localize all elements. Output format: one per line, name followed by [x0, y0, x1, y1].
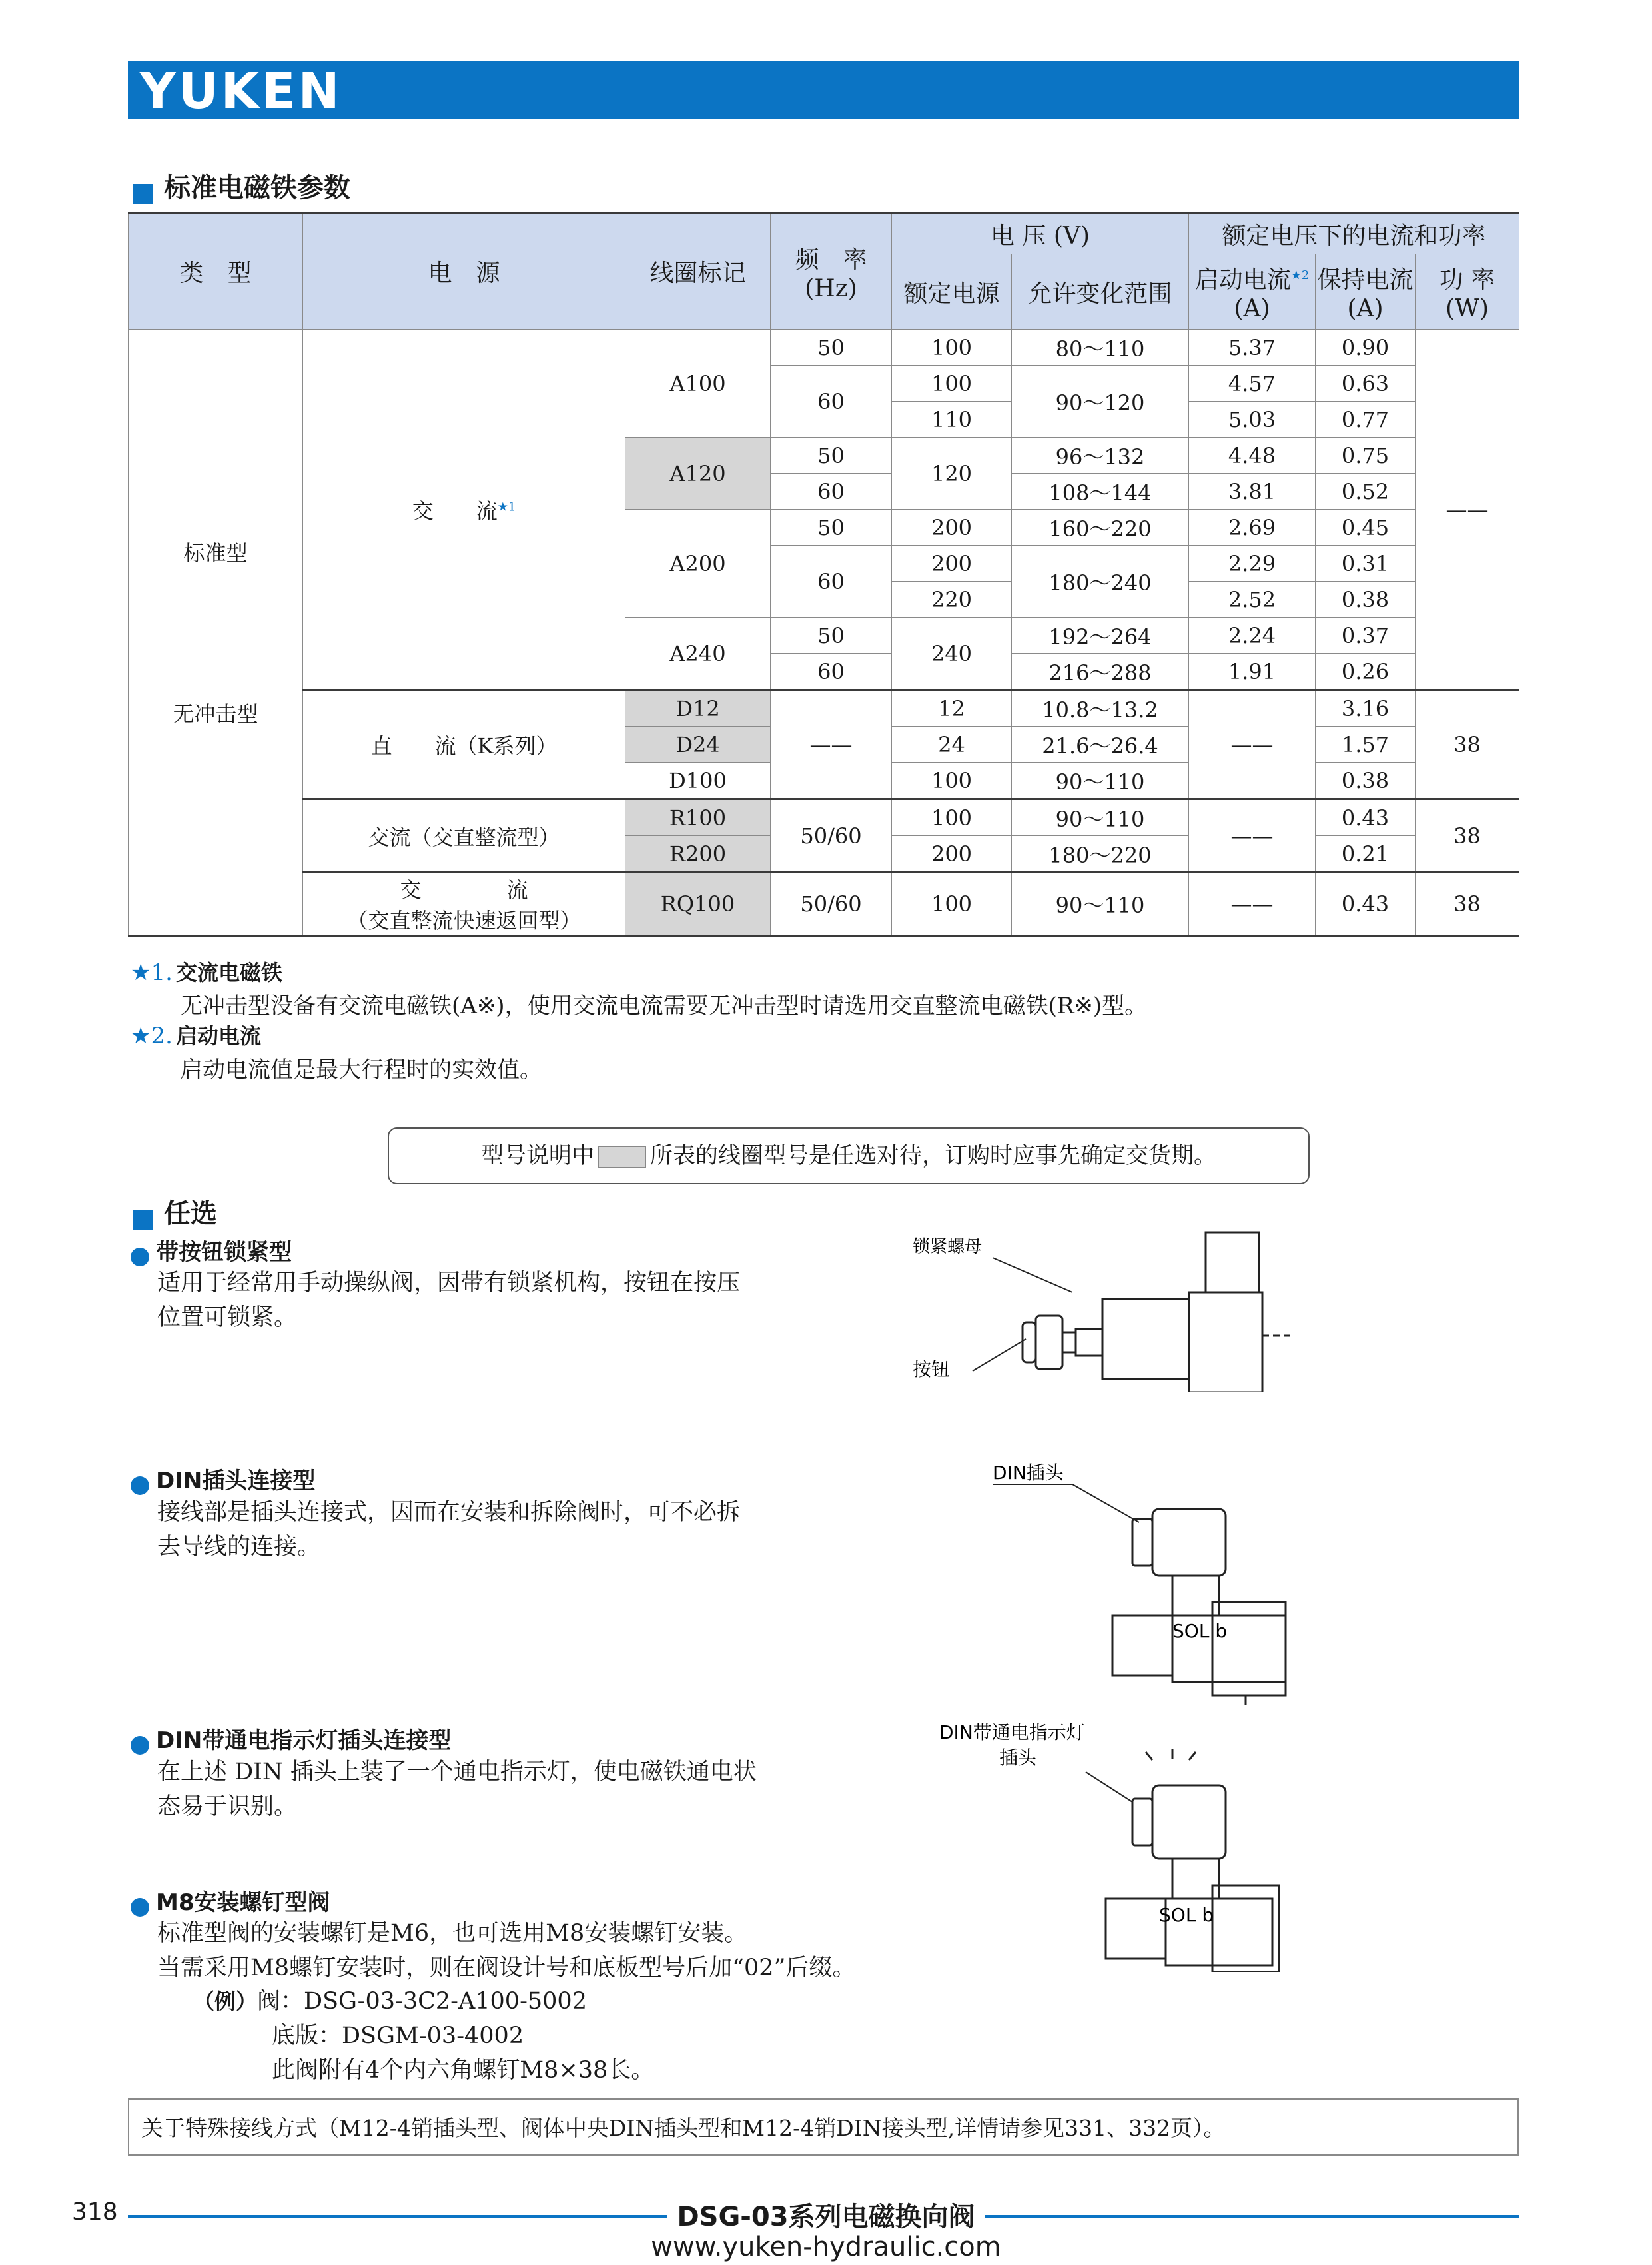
table-cell: 200 — [892, 836, 1012, 873]
header-voltage-range: 允许变化范围 — [1012, 254, 1189, 330]
table-cell: 100 — [892, 799, 1012, 836]
table-cell: 160～220 — [1012, 510, 1189, 546]
table-cell: 180～220 — [1012, 836, 1189, 873]
table-row — [129, 330, 1519, 366]
table-cell: 80～110 — [1012, 330, 1189, 366]
coil-cell: D100 — [625, 763, 771, 799]
table-cell: 21.6～26.4 — [1012, 727, 1189, 763]
table-cell: 0.52 — [1316, 474, 1416, 510]
special-wiring-note: 关于特殊接线方式（M12-4销插头型、阀体中央DIN插头型和M12-4销DIN接头型,详情请参见331、332页）。 — [128, 2098, 1519, 2156]
option-4-example: （例）阀：DSG-03-3C2-A100-5002 底版：DSGM-03-4002 此阀附有4个内六角螺钉M8×38长。 — [193, 1988, 655, 2084]
table-cell: 2.52 — [1189, 582, 1316, 618]
table-cell: 50/60 — [771, 799, 892, 873]
table-cell: 50 — [771, 510, 892, 546]
bullet-dot-icon — [131, 1898, 149, 1917]
table-cell: 2.69 — [1189, 510, 1316, 546]
table-cell: 0.26 — [1316, 654, 1416, 690]
table-cell: 90～120 — [1012, 366, 1189, 438]
table-cell: 60 — [771, 654, 892, 690]
table-cell: 2.29 — [1189, 546, 1316, 582]
table-cell: 12 — [892, 690, 1012, 727]
table-cell: —— — [1189, 690, 1316, 799]
din-plug-diagram — [979, 1452, 1326, 1705]
header-frequency: 频 率 (Hz) — [771, 214, 892, 330]
label-lock-nut: 锁紧螺母 — [913, 1237, 983, 1257]
label-din-lamp: DIN带通电指示灯 — [939, 1721, 1085, 1743]
coil-cell: A120 — [625, 438, 771, 510]
type-cell: 标准型 无冲击型 — [129, 330, 303, 936]
table-cell: —— — [1189, 873, 1316, 936]
bullet-dot-icon — [131, 1476, 149, 1495]
coil-cell: A100 — [625, 330, 771, 438]
header-current-power: 额定电压下的电流和功率 — [1189, 214, 1519, 254]
table-cell: 0.37 — [1316, 618, 1416, 654]
option-2-text: 接线部是插头连接式，因而在安装和拆除阀时，可不必拆 去导线的连接。 — [157, 1499, 741, 1560]
header-holding-current: 保持电流 (A) — [1316, 254, 1416, 330]
solenoid-spec-table — [128, 213, 1519, 937]
table-cell: —— — [1416, 330, 1519, 690]
footer-url[interactable]: www.yuken-hydraulic.com — [651, 2232, 1001, 2262]
table-cell: 4.57 — [1189, 366, 1316, 402]
table-cell: 0.63 — [1316, 366, 1416, 402]
table-top-rule — [128, 212, 1519, 214]
table-cell: 0.21 — [1316, 836, 1416, 873]
table-cell: 0.45 — [1316, 510, 1416, 546]
header-coil: 线圈标记 — [625, 214, 771, 330]
table-cell: 100 — [892, 873, 1012, 936]
table-cell: 1.91 — [1189, 654, 1316, 690]
header-rated-voltage: 额定电源 — [892, 254, 1012, 330]
label-din-lamp-plug: 插头 — [999, 1747, 1037, 1769]
table-cell: 24 — [892, 727, 1012, 763]
table-cell: 10.8～13.2 — [1012, 690, 1189, 727]
table-cell: 100 — [892, 330, 1012, 366]
table-cell: 180～240 — [1012, 546, 1189, 618]
option-1-text: 适用于经常用手动操纵阀，因带有锁紧机构，按钮在按压 位置可锁紧。 — [157, 1270, 741, 1331]
table-cell: 5.03 — [1189, 402, 1316, 438]
power-ac-quick-cell: 交 流 （交直整流快速返回型） — [303, 873, 625, 936]
table-cell: 216～288 — [1012, 654, 1189, 690]
gray-swatch-icon — [598, 1146, 646, 1168]
section-title-solenoid — [133, 167, 350, 205]
footer-title: DSG-03系列电磁换向阀 — [0, 2196, 1652, 2234]
table-cell: 38 — [1416, 799, 1519, 873]
option-4-title: M8安装螺钉型阀 — [131, 1884, 330, 1917]
header-power-watts: 功 率 (W) — [1416, 254, 1519, 330]
power-ac-cell: 交 流$^{★1}$ — [303, 330, 625, 690]
table-cell: 0.77 — [1316, 402, 1416, 438]
table-cell: 90～110 — [1012, 799, 1189, 836]
header-power: 电 源 — [303, 214, 625, 330]
table-cell: 50 — [771, 330, 892, 366]
table-cell: —— — [1189, 799, 1316, 873]
option-2-title: DIN插头连接型 — [131, 1462, 315, 1495]
table-cell: 110 — [892, 402, 1012, 438]
table-cell: 96～132 — [1012, 438, 1189, 474]
table-cell: 0.31 — [1316, 546, 1416, 582]
table-cell: 240 — [892, 618, 1012, 690]
table-cell: 38 — [1416, 873, 1519, 936]
table-cell: 90～110 — [1012, 873, 1189, 936]
coil-cell: R200 — [625, 836, 771, 873]
table-cell: 90～110 — [1012, 763, 1189, 799]
coil-cell: D12 — [625, 690, 771, 727]
table-cell: 0.75 — [1316, 438, 1416, 474]
square-bullet-icon — [133, 184, 153, 204]
table-cell: —— — [771, 690, 892, 799]
square-bullet-icon — [133, 1210, 153, 1230]
note-2-text: 启动电流值是最大行程时的实效值。 — [180, 1057, 542, 1083]
push-button-lock-diagram — [893, 1219, 1292, 1392]
table-row — [129, 799, 1519, 836]
note-1-title: ★1. 交流电磁铁 — [131, 959, 283, 986]
coil-cell: A240 — [625, 618, 771, 690]
note-1-text: 无冲击型没备有交流电磁铁(A※)，使用交流电流需要无冲击型时请选用交直整流电磁铁(R※)型。 — [180, 993, 1148, 1019]
header-type: 类 型 — [129, 214, 303, 330]
section-title-text: 标准电磁铁参数 — [164, 173, 350, 203]
gray-coil-callout: 型号说明中 所表的线圈型号是任选对待，订购时应事先确定交货期。 — [388, 1127, 1310, 1184]
label-din-plug: DIN插头 — [993, 1462, 1064, 1484]
table-cell: 0.90 — [1316, 330, 1416, 366]
yuken-logo: YUKEN — [140, 63, 342, 120]
table-cell: 5.37 — [1189, 330, 1316, 366]
option-3-text: 在上述 DIN 插头上装了一个通电指示灯，使电磁铁通电状 态易于识别。 — [157, 1759, 757, 1820]
option-3-title: DIN带通电指示灯插头连接型 — [131, 1722, 451, 1755]
table-cell: 100 — [892, 763, 1012, 799]
table-cell: 200 — [892, 510, 1012, 546]
table-cell: 50/60 — [771, 873, 892, 936]
table-cell: 108～144 — [1012, 474, 1189, 510]
note-2-title: ★2. 启动电流 — [131, 1023, 262, 1049]
table-cell: 0.38 — [1316, 763, 1416, 799]
coil-cell: D24 — [625, 727, 771, 763]
coil-cell: A200 — [625, 510, 771, 618]
table-cell: 60 — [771, 366, 892, 438]
power-ac-rect-cell: 交流（交直整流型） — [303, 799, 625, 873]
table-cell: 2.24 — [1189, 618, 1316, 654]
header-voltage: 电 压 (V) — [892, 214, 1189, 254]
table-cell: 0.43 — [1316, 799, 1416, 836]
bullet-dot-icon — [131, 1248, 149, 1266]
table-cell: 120 — [892, 438, 1012, 510]
label-button: 按钮 — [913, 1358, 951, 1380]
table-cell: 3.16 — [1316, 690, 1416, 727]
din-lamp-plug-diagram — [933, 1719, 1306, 1972]
bullet-dot-icon — [131, 1736, 149, 1755]
coil-cell: R100 — [625, 799, 771, 836]
table-cell: 192～264 — [1012, 618, 1189, 654]
table-cell: 38 — [1416, 690, 1519, 799]
table-cell: 4.48 — [1189, 438, 1316, 474]
table-cell: 1.57 — [1316, 727, 1416, 763]
table-cell: 60 — [771, 546, 892, 618]
label-sol-b: SOL b — [1159, 1904, 1214, 1926]
power-dc-cell: 直 流（K系列） — [303, 690, 625, 799]
label-sol-b: SOL b — [1172, 1620, 1228, 1642]
table-cell: 200 — [892, 546, 1012, 582]
page-number: 318 — [72, 2198, 125, 2226]
table-cell: 50 — [771, 438, 892, 474]
section-title-options: 任选 — [133, 1192, 217, 1230]
table-cell: 50 — [771, 618, 892, 654]
coil-cell: RQ100 — [625, 873, 771, 936]
table-cell: 0.43 — [1316, 873, 1416, 936]
table-cell: 220 — [892, 582, 1012, 618]
option-1-title: 带按钮锁紧型 — [131, 1234, 292, 1266]
table-cell: 3.81 — [1189, 474, 1316, 510]
table-cell: 60 — [771, 474, 892, 510]
header-inrush-current: 启动电流$^{★2}$ (A) — [1189, 254, 1316, 330]
table-row — [129, 690, 1519, 727]
table-cell: 100 — [892, 366, 1012, 402]
table-cell: 0.38 — [1316, 582, 1416, 618]
option-4-text: 标准型阀的安装螺钉是M6，也可选用M8安装螺钉安装。 当需采用M8螺钉安装时，则在阀设计号和底板型号后加“02”后缀。 — [157, 1920, 856, 1981]
